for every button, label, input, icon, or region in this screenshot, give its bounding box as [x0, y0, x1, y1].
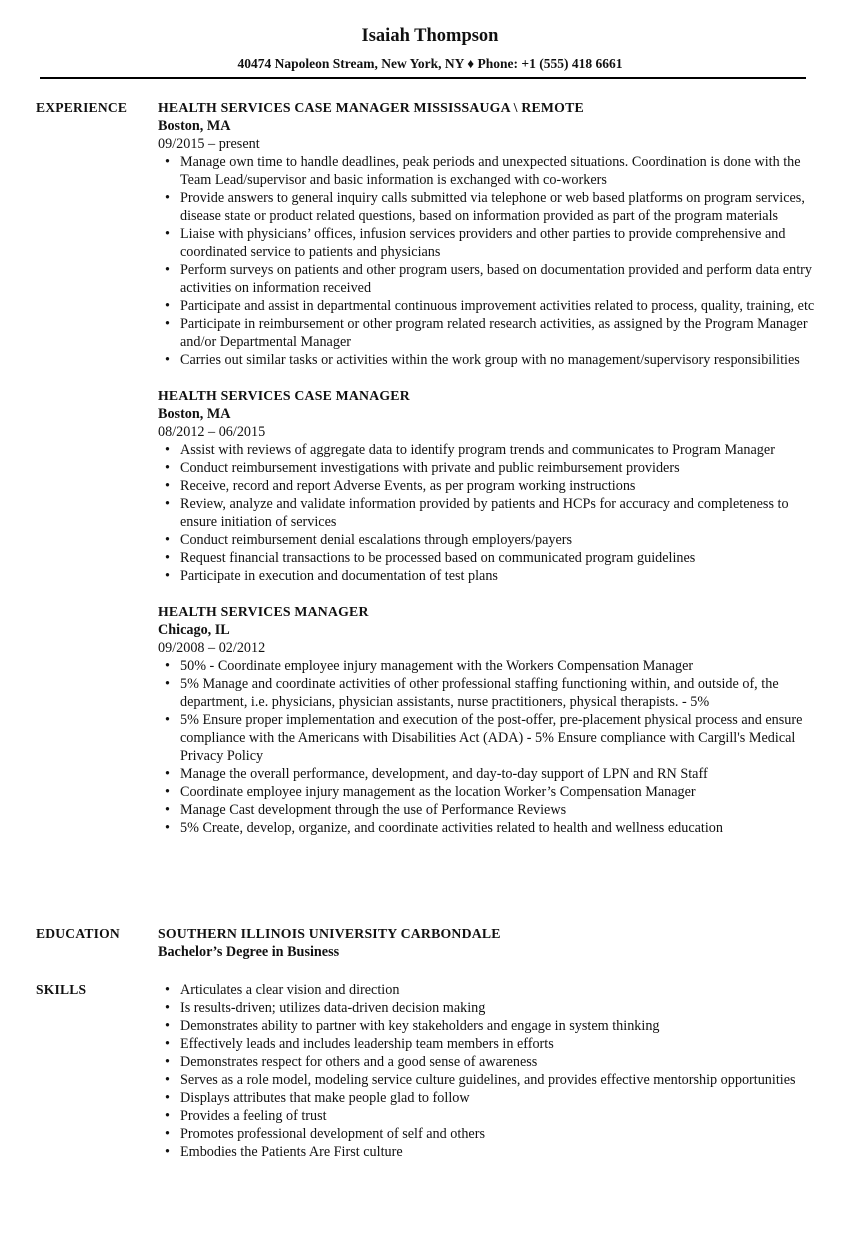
- bullet-item: • Participate and assist in departmental continuous improvement activities related to process, quality, training, etc: [158, 297, 818, 315]
- job-title: HEALTH SERVICES MANAGER: [158, 604, 369, 619]
- job-bullets: [158, 153, 818, 369]
- bullet-item: • Receive, record and report Adverse Events, as per program working instructions: [158, 477, 818, 495]
- bullet-item: • 50% - Coordinate employee injury management with the Workers Compensation Manager: [158, 657, 818, 675]
- bullet-item: • 5% Manage and coordinate activities of other professional staffing functioning within, and outside of, the department, i.e. physicians, physician assistants, nurse practitioners, physical therapists. - 5%: [158, 675, 818, 711]
- bullet-item: • Liaise with physicians’ offices, infusion services providers and other parties to provide comprehensive and coordinated service to patients and physicians: [158, 225, 818, 261]
- skill-item: • Serves as a role model, modeling service culture guidelines, and provides effective mentorship opportunities: [158, 1071, 818, 1089]
- skill-item: • Provides a feeling of trust: [158, 1107, 818, 1125]
- education-heading: EDUCATION: [36, 926, 120, 941]
- skill-item: • Demonstrates respect for others and a good sense of awareness: [158, 1053, 818, 1071]
- experience-list: [158, 99, 818, 855]
- skill-item: • Articulates a clear vision and direction: [158, 981, 818, 999]
- bullet-item: • Conduct reimbursement denial escalations through employers/payers: [158, 531, 818, 549]
- skills-bullets: [158, 981, 818, 1161]
- bullet-item: • Manage the overall performance, development, and day-to-day support of LPN and RN Staff: [158, 765, 818, 783]
- skill-item: • Demonstrates ability to partner with key stakeholders and engage in system thinking: [158, 1017, 818, 1035]
- bullet-item: • Review, analyze and validate information provided by patients and HCPs for accuracy and completeness to ensure initiation of services: [158, 495, 818, 531]
- skill-item: • Embodies the Patients Are First culture: [158, 1143, 818, 1161]
- job-location: Chicago, IL: [158, 622, 230, 638]
- job-entry: [158, 387, 818, 585]
- bullet-item: • Assist with reviews of aggregate data to identify program trends and communicates to Program Manager: [158, 441, 818, 459]
- bullet-item: • Participate in execution and documentation of test plans: [158, 567, 818, 585]
- bullet-item: • Manage own time to handle deadlines, peak periods and unexpected situations. Coordination is done with the Team Lead/supervisor and basic information is exchanged with co-workers: [158, 153, 818, 189]
- bullet-item: • Coordinate employee injury management as the location Worker’s Compensation Manager: [158, 783, 818, 801]
- skill-item: • Is results-driven; utilizes data-driven decision making: [158, 999, 818, 1017]
- job-title: HEALTH SERVICES CASE MANAGER: [158, 388, 410, 403]
- bullet-item: • Conduct reimbursement investigations with private and public reimbursement providers: [158, 459, 818, 477]
- bullet-item: • Provide answers to general inquiry calls submitted via telephone or web based platforms on program services, disease state or product related questions, based on information provided as part of the program materials: [158, 189, 818, 225]
- job-entry: [158, 603, 818, 837]
- job-entry: [158, 99, 818, 369]
- bullet-item: • Participate in reimbursement or other program related research activities, as assigned by the Program Manager and/or Departmental Manager: [158, 315, 818, 351]
- school-name: SOUTHERN ILLINOIS UNIVERSITY CARBONDALE: [158, 926, 501, 941]
- job-dates: 09/2008 – 02/2012: [158, 640, 266, 656]
- skill-item: • Promotes professional development of self and others: [158, 1125, 818, 1143]
- bullet-item: • Manage Cast development through the use of Performance Reviews: [158, 801, 818, 819]
- job-bullets: [158, 441, 818, 585]
- bullet-item: • 5% Ensure proper implementation and execution of the post-offer, pre-placement physical process and ensure compliance with the Americans with Disabilities Act (ADA) - 5% Ensure compliance with Cargill's Medical Privacy Policy: [158, 711, 818, 765]
- education-entry: [158, 925, 818, 961]
- skill-item: • Effectively leads and includes leadership team members in efforts: [158, 1035, 818, 1053]
- job-location: Boston, MA: [158, 406, 231, 422]
- bullet-item: • Carries out similar tasks or activities within the work group with no management/supervisory responsibilities: [158, 351, 818, 369]
- job-bullets: [158, 657, 818, 837]
- skills-list: [158, 981, 818, 1161]
- bullet-item: • Perform surveys on patients and other program users, based on documentation provided and perform data entry activities on information received: [158, 261, 818, 297]
- job-dates: 09/2015 – present: [158, 136, 260, 152]
- job-title: HEALTH SERVICES CASE MANAGER MISSISSAUGA \ REMOTE: [158, 100, 584, 115]
- candidate-name: Isaiah Thompson: [361, 26, 499, 46]
- job-location: Boston, MA: [158, 118, 231, 134]
- degree-name: Bachelor’s Degree in Business: [158, 944, 340, 960]
- resume-header: [0, 24, 860, 73]
- experience-heading: EXPERIENCE: [36, 100, 128, 115]
- skill-item: • Displays attributes that make people glad to follow: [158, 1089, 818, 1107]
- bullet-item: • 5% Create, develop, organize, and coordinate activities related to health and wellness education: [158, 819, 818, 837]
- header-divider: [40, 77, 806, 79]
- job-dates: 08/2012 – 06/2015: [158, 424, 266, 440]
- bullet-item: • Request financial transactions to be processed based on communicated program guidelines: [158, 549, 818, 567]
- contact-line: 40474 Napoleon Stream, New York, NY ♦ Phone: +1 (555) 418 6661: [237, 56, 623, 71]
- skills-heading: SKILLS: [36, 982, 87, 997]
